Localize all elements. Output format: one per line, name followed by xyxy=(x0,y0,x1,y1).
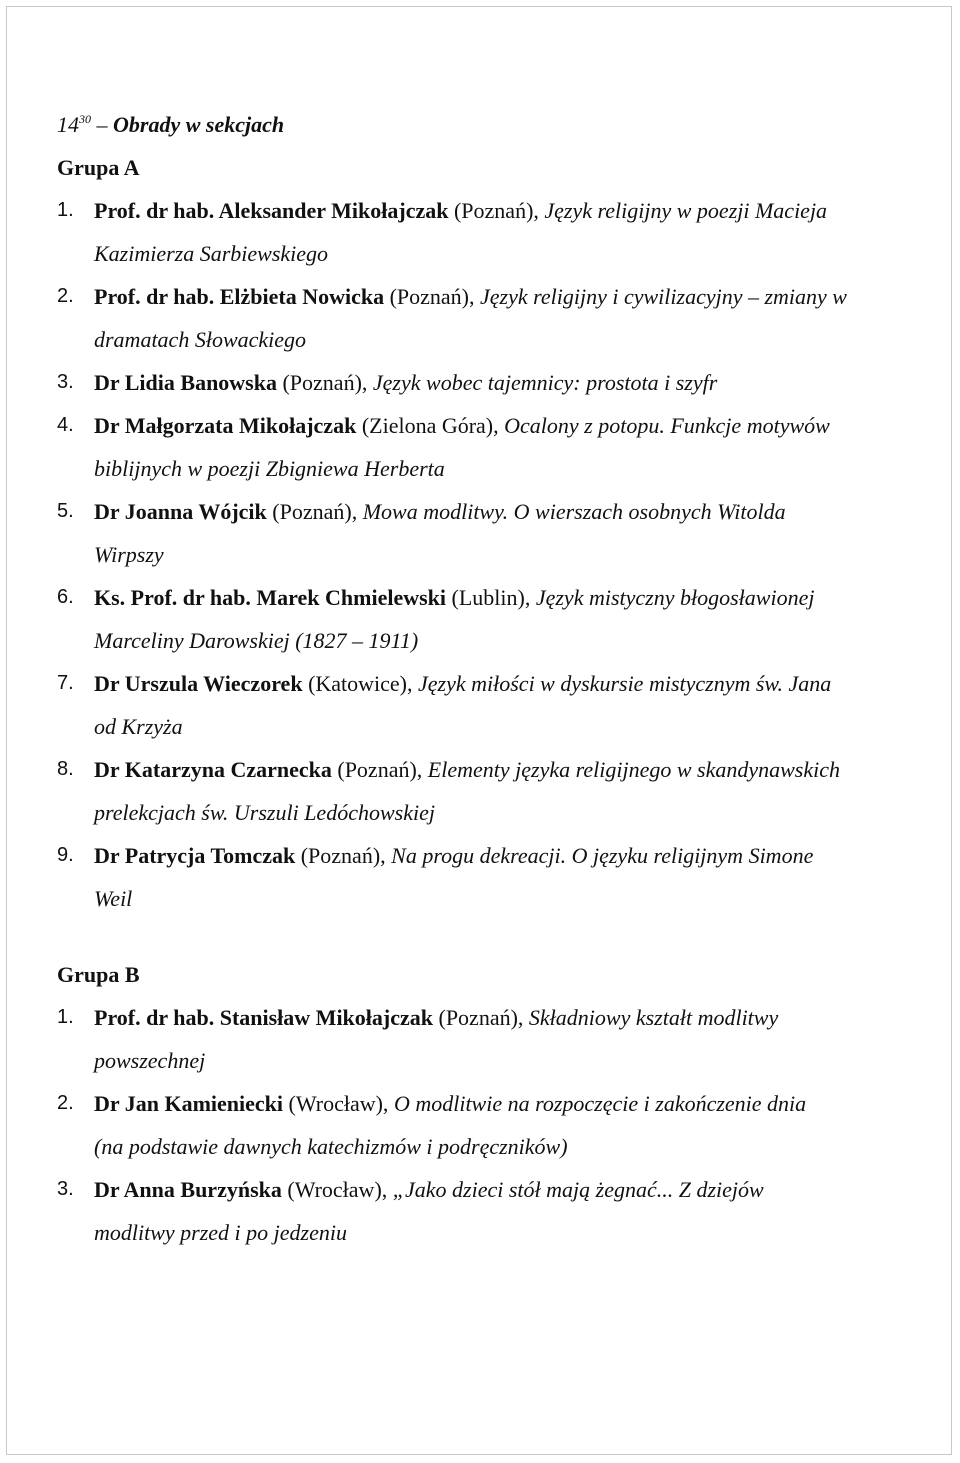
list-item-first-line xyxy=(57,576,950,619)
program-content xyxy=(57,103,950,1254)
speaker-name: Prof. dr hab. Stanisław Mikołajczak xyxy=(94,1005,433,1030)
session-label: Obrady w sekcjach xyxy=(113,112,285,137)
speaker-name: Dr Jan Kamieniecki xyxy=(94,1091,284,1116)
talk-title-continuation: Marceliny Darowskiej (1827 – 1911) xyxy=(94,628,419,653)
speaker-affiliation: (Zielona Góra), xyxy=(356,413,505,438)
list-item-first-line xyxy=(57,1082,950,1125)
item-number: 3. xyxy=(57,371,74,393)
group-a-list xyxy=(57,189,950,920)
speaker-name: Dr Patrycja Tomczak xyxy=(94,843,296,868)
talk-title: Elementy języka religijnego w skandynawskich xyxy=(427,757,840,782)
list-item xyxy=(57,490,950,576)
group-a-title: Grupa A xyxy=(57,155,140,180)
item-text xyxy=(94,490,950,533)
list-item-first-line xyxy=(57,189,950,232)
talk-title: Mowa modlitwy. O wierszach osobnych Witolda xyxy=(362,499,786,524)
list-item-first-line xyxy=(57,404,950,447)
group-b-title: Grupa B xyxy=(57,962,140,987)
group-b-list xyxy=(57,996,950,1254)
list-item-first-line xyxy=(57,662,950,705)
item-text xyxy=(94,275,950,318)
item-text xyxy=(94,1082,950,1125)
list-item-first-line xyxy=(57,275,950,318)
talk-title-continuation: dramatach Słowackiego xyxy=(94,327,307,352)
list-item xyxy=(57,1082,950,1168)
list-item xyxy=(57,404,950,490)
list-item xyxy=(57,1168,950,1254)
item-number: 1. xyxy=(57,1006,74,1028)
speaker-affiliation: (Lublin), xyxy=(446,585,536,610)
list-item xyxy=(57,189,950,275)
document-page xyxy=(6,6,952,1455)
item-text xyxy=(94,662,950,705)
list-item-first-line xyxy=(57,996,950,1039)
item-number: 5. xyxy=(57,500,74,522)
item-number: 1. xyxy=(57,199,74,221)
list-item xyxy=(57,996,950,1082)
item-number: 2. xyxy=(57,285,74,307)
session-time-hour: 14 xyxy=(57,112,79,137)
speaker-affiliation: (Poznań), xyxy=(295,843,392,868)
item-number: 3. xyxy=(57,1178,74,1200)
speaker-affiliation: (Poznań), xyxy=(433,1005,529,1030)
group-a xyxy=(57,146,950,920)
speaker-affiliation: (Poznań), xyxy=(266,499,363,524)
session-dash: – xyxy=(91,112,113,137)
talk-title: Język wobec tajemnicy: prostota i szyfr xyxy=(372,370,718,395)
speaker-affiliation: (Poznań), xyxy=(448,198,545,223)
talk-title-continuation: Kazimierza Sarbiewskiego xyxy=(94,241,329,266)
list-item xyxy=(57,275,950,361)
list-item xyxy=(57,361,950,404)
item-text xyxy=(94,1168,950,1211)
speaker-name: Prof. dr hab. Aleksander Mikołajczak xyxy=(94,198,449,223)
speaker-affiliation: (Poznań), xyxy=(331,757,428,782)
speaker-name: Dr Urszula Wieczorek xyxy=(94,671,303,696)
talk-title: Język miłości w dyskursie mistycznym św. Jana xyxy=(418,671,832,696)
item-text xyxy=(94,834,950,877)
speaker-name: Dr Anna Burzyńska xyxy=(94,1177,282,1202)
list-item xyxy=(57,576,950,662)
speaker-affiliation: (Katowice), xyxy=(302,671,419,696)
talk-title-continuation: modlitwy przed i po jedzeniu xyxy=(94,1220,347,1245)
speaker-affiliation: (Poznań), xyxy=(276,370,373,395)
list-item xyxy=(57,662,950,748)
item-number: 2. xyxy=(57,1092,74,1114)
speaker-name: Prof. dr hab. Elżbieta Nowicka xyxy=(94,284,385,309)
speaker-name: Dr Joanna Wójcik xyxy=(94,499,267,524)
speaker-affiliation: (Poznań), xyxy=(384,284,481,309)
item-text xyxy=(94,404,950,447)
talk-title: Język religijny w poezji Macieja xyxy=(544,198,828,223)
speaker-name: Dr Katarzyna Czarnecka xyxy=(94,757,332,782)
group-b xyxy=(57,953,950,1254)
speaker-name: Ks. Prof. dr hab. Marek Chmielewski xyxy=(94,585,447,610)
talk-title-continuation: biblijnych w poezji Zbigniewa Herberta xyxy=(94,456,445,481)
item-number: 7. xyxy=(57,672,74,694)
talk-title-continuation: prelekcjach św. Urszuli Ledóchowskiej xyxy=(94,800,435,825)
item-number: 9. xyxy=(57,844,74,866)
list-item-first-line xyxy=(57,361,950,404)
speaker-affiliation: (Wrocław), xyxy=(281,1177,393,1202)
item-number: 6. xyxy=(57,586,74,608)
session-time-minutes: 30 xyxy=(79,112,91,126)
talk-title: Język religijny i cywilizacyjny – zmiany w xyxy=(480,284,847,309)
speaker-name: Dr Małgorzata Mikołajczak xyxy=(94,413,357,438)
talk-title-continuation: od Krzyża xyxy=(94,714,183,739)
talk-title-continuation: powszechnej xyxy=(94,1048,206,1073)
talk-title-continuation: Wirpszy xyxy=(94,542,164,567)
talk-title-continuation: Weil xyxy=(94,886,133,911)
item-text xyxy=(94,748,950,791)
talk-title: „Jako dzieci stół mają żegnać... Z dziejów xyxy=(392,1177,764,1202)
speaker-name: Dr Lidia Banowska xyxy=(94,370,277,395)
session-heading xyxy=(57,103,950,146)
list-item xyxy=(57,748,950,834)
item-text xyxy=(94,996,950,1039)
talk-title: Składniowy kształt modlitwy xyxy=(528,1005,779,1030)
list-item-first-line xyxy=(57,834,950,877)
list-item xyxy=(57,834,950,920)
list-item-first-line xyxy=(57,748,950,791)
session-time xyxy=(57,112,91,137)
speaker-affiliation: (Wrocław), xyxy=(283,1091,394,1116)
item-text xyxy=(94,189,950,232)
item-number: 8. xyxy=(57,758,74,780)
talk-title: Na progu dekreacji. O języku religijnym Simone xyxy=(391,843,814,868)
list-item-first-line xyxy=(57,1168,950,1211)
item-text xyxy=(94,576,950,619)
item-text xyxy=(94,361,950,404)
talk-title: Ocalony z potopu. Funkcje motywów xyxy=(504,413,830,438)
talk-title: Język mistyczny błogosławionej xyxy=(535,585,815,610)
item-number: 4. xyxy=(57,414,74,436)
talk-title-continuation: (na podstawie dawnych katechizmów i podręczników) xyxy=(94,1134,568,1159)
talk-title: O modlitwie na rozpoczęcie i zakończenie dnia xyxy=(393,1091,807,1116)
list-item-first-line xyxy=(57,490,950,533)
